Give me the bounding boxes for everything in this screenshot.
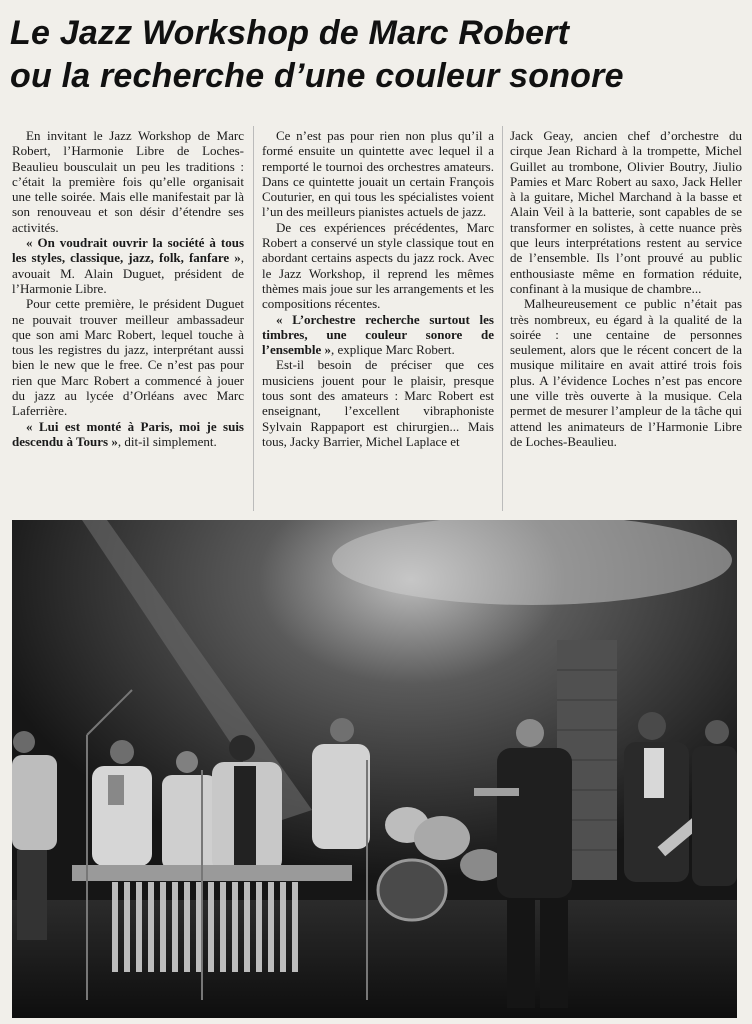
paragraph: Est-il besoin de préciser que ces musiciens jouent pour le plaisir, presque tous sont des amateurs : Marc Robert est enseignant, l’excellent vibraphoniste Sylvain Rappaport est chirurgien... Mais tous, Jacky Barrier, Michel Laplace et bbox=[262, 357, 494, 449]
quote: « On voudrait ouvrir la société à tous les styles, classique, jazz, folk, fanfare » bbox=[12, 235, 244, 266]
band-photo bbox=[12, 520, 737, 1018]
paragraph: Malheureusement ce public n’était pas très nombreux, eu égard à la qualité de la soirée : une centaine de personnes seulement, alors que le récent concert de la musique militaire en avait attiré trois fois plus. A l’évidence Loches n’est pas encore une ville très ouverte à la musique. Cela permet de mesurer l’ampleur de la tâche qui attend les animateurs de l’Harmonie Libre de Loches-Beaulieu. bbox=[510, 296, 742, 449]
article-column-3 bbox=[510, 128, 742, 449]
column-divider bbox=[253, 126, 254, 511]
paragraph-quote: « L’orchestre recherche surtout les timbres, une couleur sonore de l’ensemble », explique Marc Robert. bbox=[262, 311, 494, 358]
paragraph: En invitant le Jazz Workshop de Marc Robert, l’Harmonie Libre de Loches-Beaulieu bousculait un peu les traditions : c’était la première fois qu’elle organisait une telle soirée. Mais elle manifestait par là son renouveau et son désir d’étendre ses activités. bbox=[12, 128, 244, 235]
paragraph: Pour cette première, le président Duguet ne pouvait trouver meilleur ambassadeur que son ami Marc Robert, lequel touche à tous les registres du jazz, interprétant aussi bien le new que le free. Ce n’est pas pour rien que Marc Robert a commencé à jouer du jazz au lycée d’Orléans avec Marc Laferrière. bbox=[12, 296, 244, 419]
quote: « L’orchestre recherche surtout les timbres, une couleur sonore de l’ensemble » bbox=[262, 311, 494, 358]
quote: « Lui est monté à Paris, moi je suis descendu à Tours » bbox=[12, 418, 244, 449]
article-column-1 bbox=[12, 128, 244, 449]
paragraph: Jack Geay, ancien chef d’orchestre du cirque Jean Richard à la trompette, Michel Guillet au trombone, Olivier Boutry, Jiulio Pamies et Marc Robert au saxo, Jack Heller à la guitare, Michel Marchand à la basse et Alain Veil à la batterie, sont capables de se transformer en solistes, à cette nuance près que leurs interprétations restent au service de l’ensemble. Ils l’ont prouvé au public enthousiaste même en formation réduite, confinant à la musique de chambre... bbox=[510, 128, 742, 296]
headline-line-2: ou la recherche d’une couleur sonore bbox=[10, 57, 624, 95]
stage-floor bbox=[12, 900, 737, 1018]
headline bbox=[10, 12, 745, 98]
headline-line-1: Le Jazz Workshop de Marc Robert bbox=[10, 14, 570, 52]
band-photo-illustration bbox=[12, 520, 737, 1018]
paragraph: De ces expériences précédentes, Marc Robert a conservé un style classique tout en abordant certains aspects du jazz rock. Avec le Jazz Workshop, il reprend les mêmes thèmes mais joue sur les arrangements et les compositions récentes. bbox=[262, 219, 494, 312]
paragraph: Ce n’est pas pour rien non plus qu’il a formé ensuite un quintette avec lequel il a remporté le tournoi des orchestres amateurs. Dans ce quintette jouait un certain François Couturier, en qui tous les spécialistes voient l’un des meilleurs pianistes actuels de jazz. bbox=[262, 128, 494, 220]
paragraph-quote: « On voudrait ouvrir la société à tous les styles, classique, jazz, folk, fanfare », avouait M. Alain Duguet, président de l’Harmonie Libre. bbox=[12, 235, 244, 296]
article-column-2 bbox=[262, 128, 494, 449]
paragraph-quote: « Lui est monté à Paris, moi je suis descendu à Tours », dit-il simplement. bbox=[12, 418, 244, 449]
column-divider bbox=[502, 126, 503, 511]
